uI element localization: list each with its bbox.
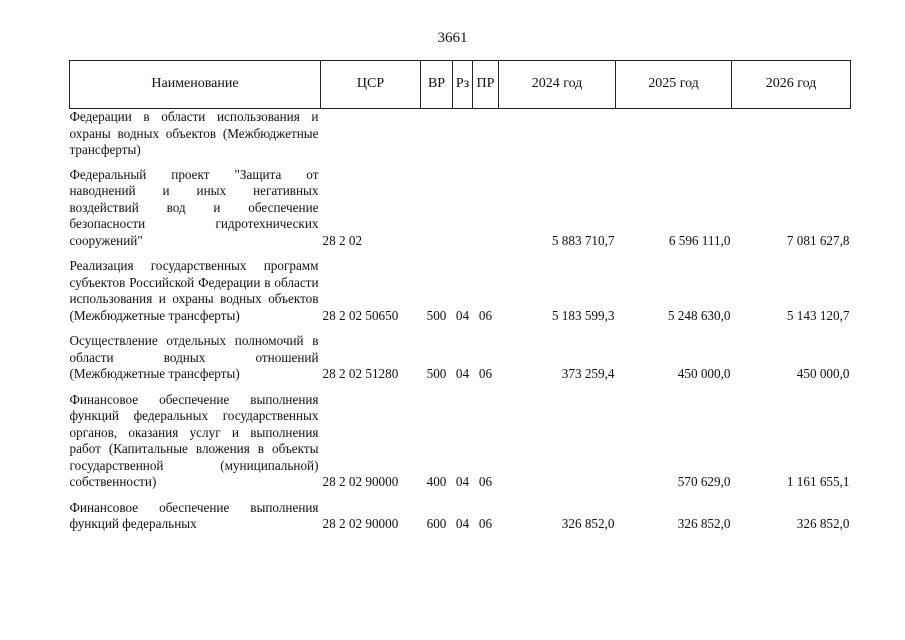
table-row: [70, 109, 851, 167]
row-vr: 500: [426, 366, 447, 381]
row-csr: [321, 109, 421, 167]
row-csr: 28 2 02 90000: [322, 474, 399, 489]
row-rz: 04: [455, 366, 470, 381]
page-number: 3661: [437, 30, 468, 46]
row-2025: 5 248 630,0: [667, 307, 731, 323]
row-pr: [473, 109, 499, 167]
header-2024: 2024 год: [499, 61, 616, 109]
row-2026: 450 000,0: [796, 366, 850, 381]
row-2026: 7 081 627,8: [786, 232, 850, 248]
row-2025: 570 629,0: [677, 474, 731, 489]
row-csr: 28 2 02 50650: [322, 307, 399, 323]
row-csr: 28 2 02: [322, 232, 363, 248]
row-2025: 326 852,0: [677, 516, 731, 531]
row-pr: 06: [478, 307, 493, 323]
header-2025: 2025 год: [616, 61, 732, 109]
row-name: Федеральный проект "Защита от наводнений и иных негативных воздействий вод и обеспечение безопасности гидротехнических сооружений": [69, 166, 319, 248]
row-vr: [421, 167, 453, 259]
header-2026: 2026 год: [732, 61, 851, 109]
header-pr: ПР: [473, 61, 499, 109]
row-pr: 06: [478, 474, 493, 489]
row-2026: 5 143 120,7: [786, 307, 850, 323]
row-2025: [616, 109, 732, 167]
row-rz: 04: [455, 516, 470, 531]
row-rz: [453, 109, 473, 167]
row-name: Финансовое обеспечение выполнения функций федеральных: [69, 499, 319, 531]
row-2025: 450 000,0: [677, 366, 731, 381]
row-pr: 06: [478, 516, 493, 531]
row-2024: [499, 109, 616, 167]
row-2026: [732, 109, 851, 167]
table-row: [70, 500, 851, 533]
row-2024: [499, 392, 616, 500]
row-2024: 5 883 710,7: [551, 232, 615, 248]
header-name: Наименование: [70, 61, 321, 109]
row-2024: 373 259,4: [561, 366, 615, 381]
row-2026: 1 161 655,1: [786, 474, 850, 489]
row-vr: [421, 109, 453, 167]
row-2025: 6 596 111,0: [668, 232, 731, 248]
table-row: [70, 258, 851, 333]
row-name: Финансовое обеспечение выполнения функций федеральных государственных органов, оказания услуг и выполнения работ (Капитальные вложения в объекты государственной (муниципальной) собственности): [69, 391, 319, 489]
row-name: Федерации в области использования и охраны водных объектов (Межбюджетные трансферты): [69, 109, 319, 157]
row-pr: [473, 167, 499, 259]
header-csr: ЦСР: [321, 61, 421, 109]
table-header-row: [70, 61, 851, 109]
table-row: [70, 167, 851, 259]
row-rz: 04: [455, 474, 470, 489]
row-vr: 500: [426, 307, 447, 323]
row-pr: 06: [478, 366, 493, 381]
row-rz: [453, 167, 473, 259]
table-row: [70, 392, 851, 500]
header-vr: ВР: [421, 61, 453, 109]
row-name: Осуществление отдельных полномочий в области водных отношений (Межбюджетные трансферты): [69, 333, 319, 381]
row-csr: 28 2 02 90000: [322, 516, 399, 531]
row-2024: 5 183 599,3: [551, 307, 615, 323]
budget-table: [69, 60, 851, 533]
row-vr: 600: [426, 516, 447, 531]
row-name: Реализация государственных программ субъектов Российской Федерации в области использования и охраны водных объектов (Межбюджетные трансферты): [69, 258, 319, 323]
row-2026: 326 852,0: [796, 516, 850, 531]
row-vr: 400: [426, 474, 447, 489]
table-row: [70, 333, 851, 392]
row-2024: 326 852,0: [561, 516, 615, 531]
row-rz: 04: [455, 307, 470, 323]
row-csr: 28 2 02 51280: [322, 366, 399, 381]
header-rz: Рз: [453, 61, 473, 109]
